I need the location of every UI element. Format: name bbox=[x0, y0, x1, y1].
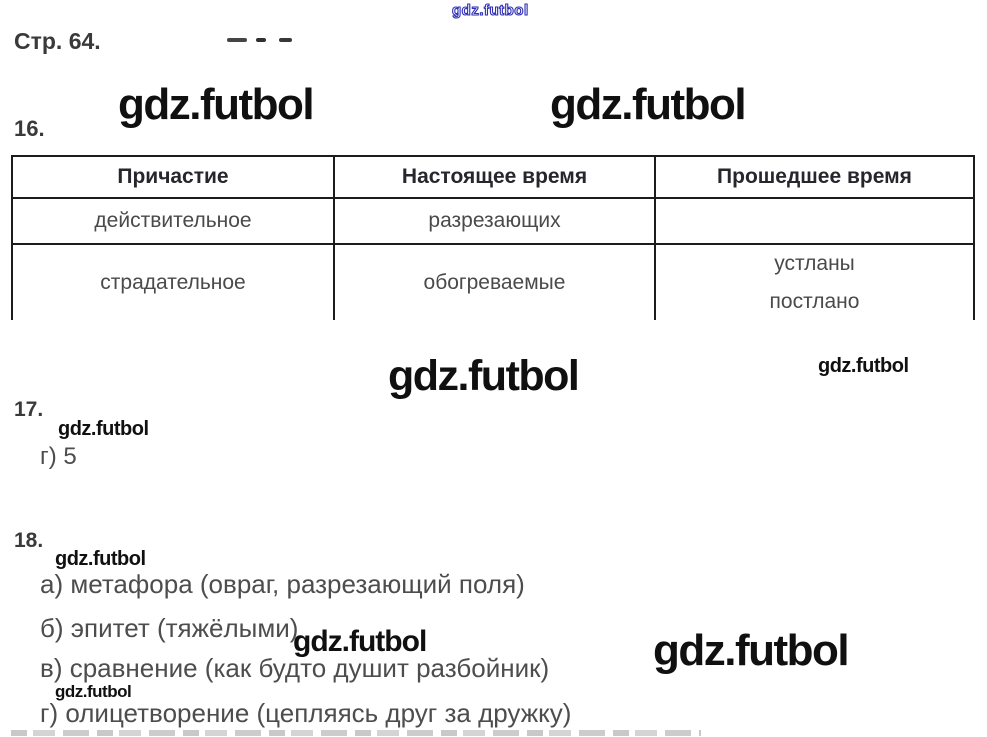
section-18-item-v: в) сравнение (как будто душит разбойник) bbox=[40, 653, 550, 683]
table-cell-line: постлано bbox=[769, 289, 860, 313]
section-18-item-g: г) олицетворение (цепляясь друг за дружку) bbox=[40, 698, 572, 728]
table-header-present-tense: Настоящее время bbox=[335, 157, 656, 199]
table-cell: обогреваемые bbox=[335, 245, 656, 320]
cutoff-text-strip bbox=[11, 730, 701, 736]
watermark-section-17: gdz.futbol bbox=[58, 418, 149, 440]
site-watermark-blue: gdz.futbol bbox=[452, 2, 529, 19]
artifact-dash bbox=[227, 38, 247, 42]
table-cell bbox=[656, 245, 973, 320]
watermark-mid-right: gdz.futbol bbox=[818, 355, 909, 377]
watermark-top-left: gdz.futbol bbox=[118, 80, 314, 129]
scan-artifact-dashes bbox=[227, 31, 292, 49]
watermark-inline-medium: gdz.futbol bbox=[293, 625, 427, 658]
section-16-number: 16. bbox=[14, 116, 45, 141]
table-row bbox=[13, 199, 973, 245]
table-header-participle: Причастие bbox=[13, 157, 335, 199]
page-label: Стр. 64. bbox=[14, 28, 101, 54]
table-header-row bbox=[13, 157, 973, 199]
table-cell: действительное bbox=[13, 199, 335, 245]
watermark-section-18-lower: gdz.futbol bbox=[55, 682, 132, 701]
artifact-dash bbox=[279, 38, 292, 42]
section-17-answer: г) 5 bbox=[40, 443, 77, 470]
participle-table bbox=[11, 155, 975, 320]
watermark-top-right: gdz.futbol bbox=[550, 80, 746, 129]
table-cell-line: устланы bbox=[774, 251, 855, 275]
table-header-past-tense: Прошедшее время bbox=[656, 157, 973, 199]
table-row bbox=[13, 245, 973, 320]
section-17-number: 17. bbox=[14, 398, 44, 421]
table-cell: страдательное bbox=[13, 245, 335, 320]
watermark-bottom-right: gdz.futbol bbox=[653, 626, 849, 675]
artifact-dash bbox=[256, 38, 266, 42]
section-18-number: 18. bbox=[14, 529, 44, 552]
table-cell-empty bbox=[656, 199, 973, 245]
table-cell: разрезающих bbox=[335, 199, 656, 245]
section-18-item-b: б) эпитет (тяжёлыми) bbox=[40, 613, 299, 643]
watermark-mid-center: gdz.futbol bbox=[388, 352, 579, 400]
section-18-item-a: а) метафора (овраг, разрезающий поля) bbox=[40, 569, 525, 599]
watermark-section-18: gdz.futbol bbox=[55, 548, 146, 570]
